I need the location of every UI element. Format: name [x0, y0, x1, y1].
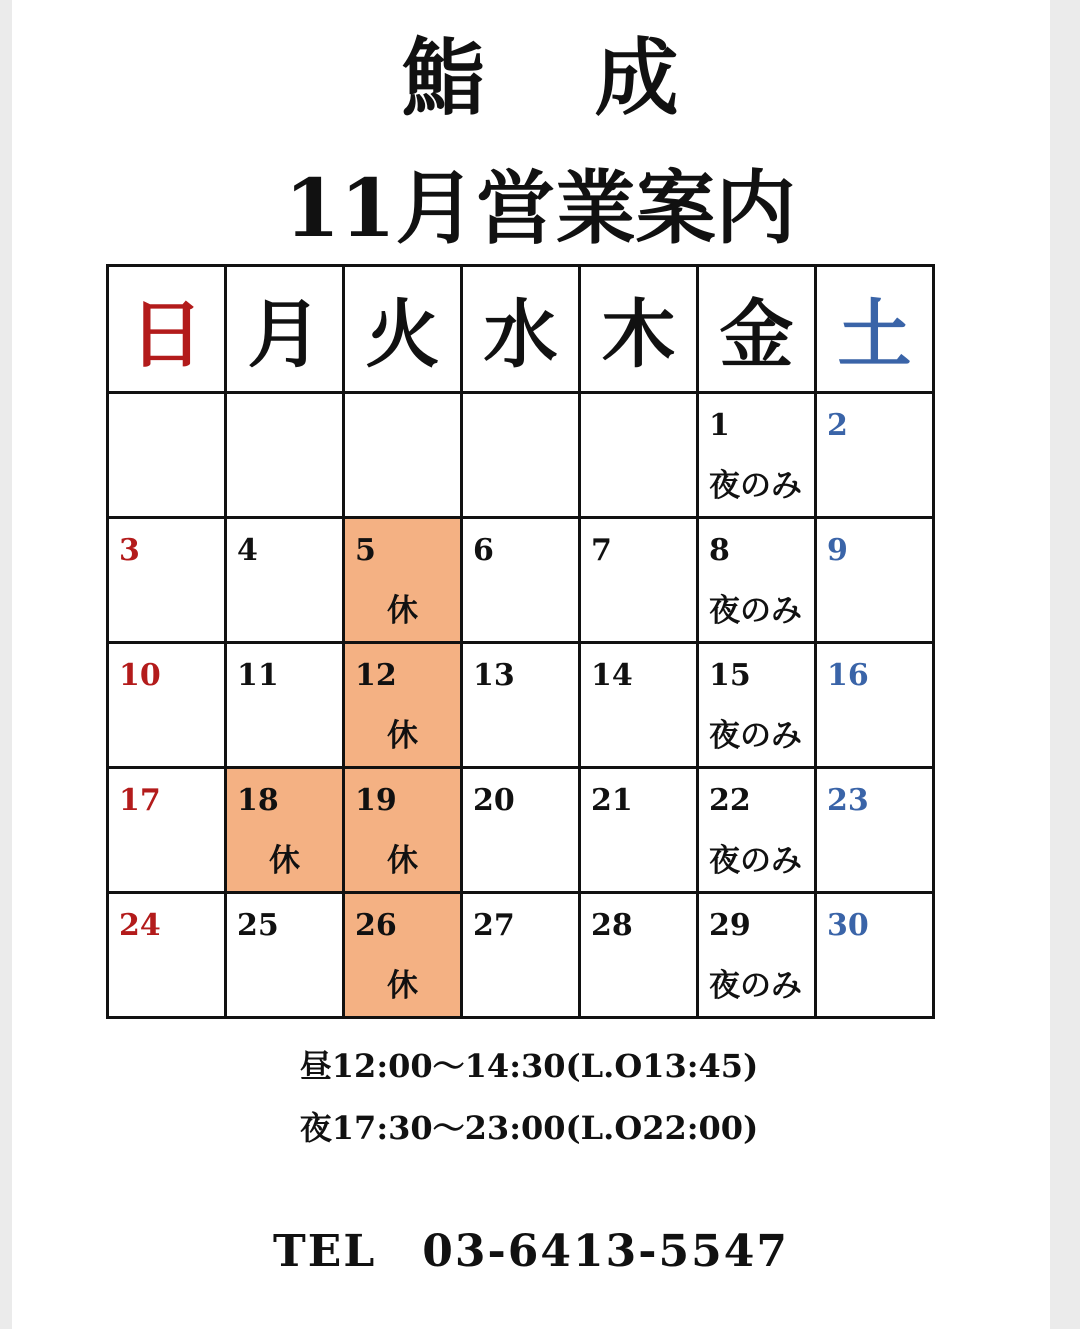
calendar-day-cell — [344, 393, 462, 518]
weekday-friday: 金 — [698, 266, 816, 393]
calendar-day-cell — [462, 393, 580, 518]
day-number: 16 — [827, 658, 869, 693]
calendar-day-cell — [344, 643, 462, 768]
calendar-day-cell — [698, 893, 816, 1018]
closed-day-label: 休 — [387, 843, 418, 879]
calendar-day-cell — [816, 893, 934, 1018]
weekday-sunday: 日 — [108, 266, 226, 393]
day-number: 20 — [473, 783, 515, 818]
weekday-header-row — [108, 266, 934, 393]
closed-day-label: 休 — [269, 843, 300, 879]
closed-day-label: 休 — [387, 968, 418, 1004]
calendar-day-cell — [580, 518, 698, 643]
calendar-day-cell — [698, 518, 816, 643]
calendar-day-cell — [226, 393, 344, 518]
day-number: 11 — [237, 658, 279, 693]
day-number: 30 — [827, 908, 869, 943]
calendar-day-cell — [580, 643, 698, 768]
calendar-day-cell — [816, 393, 934, 518]
calendar-week-row — [108, 518, 934, 643]
day-number: 22 — [709, 783, 751, 818]
calendar-day-cell — [698, 768, 816, 893]
calendar-day-cell — [462, 768, 580, 893]
closed-day-label: 休 — [387, 593, 418, 629]
day-number: 10 — [119, 658, 161, 693]
day-number: 27 — [473, 908, 515, 943]
calendar-day-cell — [816, 518, 934, 643]
day-number: 19 — [355, 783, 397, 818]
day-number: 1 — [709, 408, 730, 443]
calendar-day-cell — [580, 768, 698, 893]
closed-day-label: 休 — [387, 718, 418, 754]
day-number: 21 — [591, 783, 633, 818]
day-number: 14 — [591, 658, 633, 693]
calendar-day-cell — [226, 518, 344, 643]
day-number: 7 — [591, 533, 612, 568]
calendar-week-row — [108, 643, 934, 768]
calendar-week-row — [108, 393, 934, 518]
calendar-day-cell — [108, 518, 226, 643]
calendar-day-cell — [108, 768, 226, 893]
calendar-day-cell — [462, 893, 580, 1018]
day-number: 13 — [473, 658, 515, 693]
day-number: 28 — [591, 908, 633, 943]
day-number: 5 — [355, 533, 376, 568]
weekday-wednesday: 水 — [462, 266, 580, 393]
dinner-only-label: 夜のみ — [709, 468, 802, 504]
day-number: 15 — [709, 658, 751, 693]
day-number: 6 — [473, 533, 494, 568]
calendar-day-cell — [344, 768, 462, 893]
calendar-day-cell — [580, 393, 698, 518]
calendar-week-row — [108, 768, 934, 893]
dinner-only-label: 夜のみ — [709, 968, 802, 1004]
calendar-day-cell — [108, 643, 226, 768]
calendar-day-cell — [108, 393, 226, 518]
day-number: 17 — [119, 783, 161, 818]
calendar-day-cell — [226, 768, 344, 893]
weekday-thursday: 木 — [580, 266, 698, 393]
day-number: 4 — [237, 533, 258, 568]
calendar-day-cell — [226, 643, 344, 768]
calendar-day-cell — [698, 643, 816, 768]
dinner-hours: 夜17:30～23:00(L.O22:00) — [299, 1109, 759, 1147]
day-number: 25 — [237, 908, 279, 943]
day-number: 3 — [119, 533, 140, 568]
day-number: 18 — [237, 783, 279, 818]
dinner-only-label: 夜のみ — [709, 593, 802, 629]
calendar-day-cell — [108, 893, 226, 1018]
shop-name: 鮨 成 — [401, 28, 719, 127]
day-number: 29 — [709, 908, 751, 943]
dinner-only-label: 夜のみ — [709, 718, 802, 754]
calendar-day-cell — [344, 893, 462, 1018]
day-number: 26 — [355, 908, 397, 943]
day-number: 2 — [827, 408, 848, 443]
page-title: 11月営業案内 — [284, 161, 796, 255]
day-number: 23 — [827, 783, 869, 818]
calendar-day-cell — [816, 643, 934, 768]
dinner-only-label: 夜のみ — [709, 843, 802, 879]
calendar-day-cell — [462, 643, 580, 768]
calendar-day-cell — [226, 893, 344, 1018]
day-number: 8 — [709, 533, 730, 568]
day-number: 12 — [355, 658, 397, 693]
day-number: 24 — [119, 908, 161, 943]
calendar-week-row — [108, 893, 934, 1018]
calendar-day-cell — [344, 518, 462, 643]
weekday-tuesday: 火 — [344, 266, 462, 393]
day-number: 9 — [827, 533, 848, 568]
lunch-hours: 昼12:00～14:30(L.O13:45) — [299, 1047, 759, 1085]
calendar-day-cell — [580, 893, 698, 1018]
calendar-day-cell — [816, 768, 934, 893]
calendar-day-cell — [698, 393, 816, 518]
calendar-day-cell — [462, 518, 580, 643]
phone-number: TEL 03-6413-5547 — [273, 1226, 789, 1277]
weekday-saturday: 土 — [816, 266, 934, 393]
business-calendar — [106, 264, 935, 1019]
weekday-monday: 月 — [226, 266, 344, 393]
